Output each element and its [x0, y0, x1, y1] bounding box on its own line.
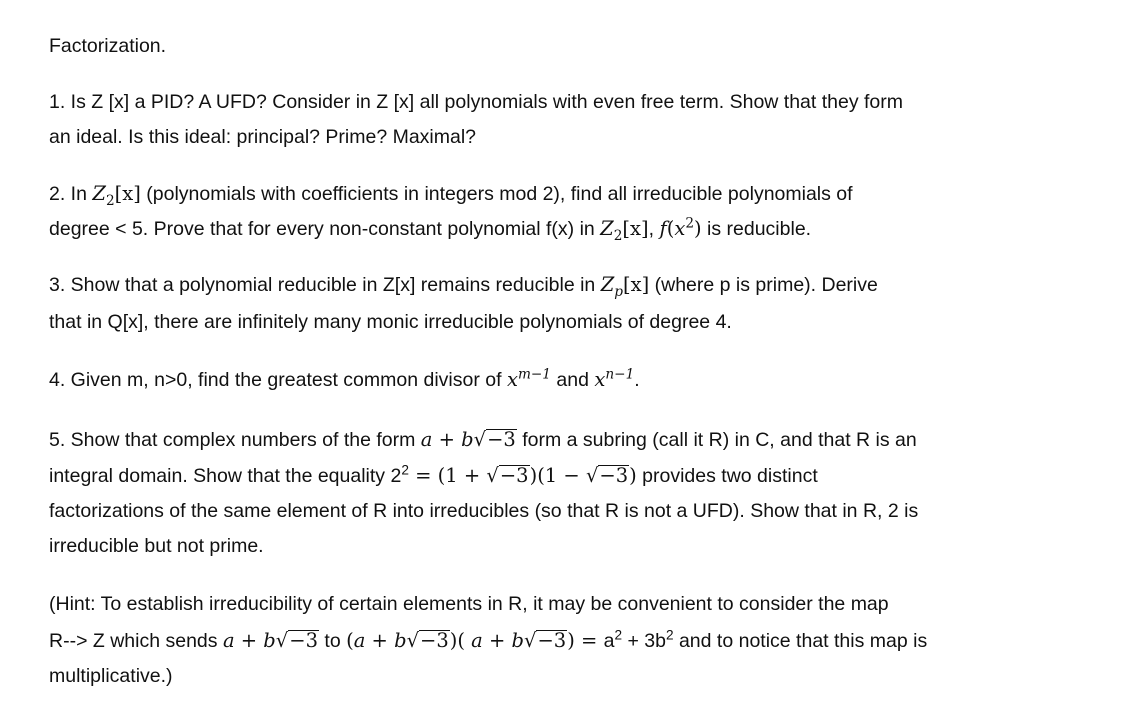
math-bracket-x: [x]	[114, 182, 141, 205]
text: integral domain. Show that the equality 2	[49, 465, 402, 487]
math-a-plus-b: a + b	[471, 629, 525, 652]
hint-line-1: (Hint: To establish irreducibility of certain elements in R, it may be convenient to consider the map	[49, 593, 889, 615]
math-exponent-m: m−1	[517, 366, 551, 383]
math-exponent-n: n−1	[605, 366, 635, 383]
radicand: −3	[289, 629, 318, 652]
radicand: −3	[499, 464, 529, 487]
problem-2-line-2	[49, 216, 811, 242]
factor-1-close: )	[529, 464, 538, 487]
text: (where p is prime). Derive	[649, 274, 878, 296]
math-sup-2: 2	[401, 462, 409, 478]
sqrt-sign: √	[406, 629, 419, 652]
math-x: x	[674, 217, 686, 240]
math-paren: )	[567, 629, 575, 652]
sqrt-sign: √	[486, 464, 499, 487]
factor-1-open: (1 +	[437, 464, 487, 487]
text: and to notice that this map is	[673, 630, 928, 652]
math-Z: Z	[92, 182, 106, 205]
factor-2-close: )	[629, 464, 637, 487]
text: is reducible.	[701, 218, 812, 240]
text: R--> Z which sends	[49, 630, 223, 652]
problem-1-line-1: 1. Is Z [x] a PID? A UFD? Consider in Z [x] all polynomials with even free term. Show that they form	[49, 91, 904, 113]
math-paren: )	[449, 629, 458, 652]
text-3b: + 3b	[622, 630, 666, 652]
math-sub-2: 2	[105, 192, 115, 209]
problem-2-line-1	[49, 181, 853, 207]
text: 5. Show that complex numbers of the form	[49, 429, 421, 451]
sqrt-sign: √	[275, 629, 289, 652]
text: ,	[648, 218, 660, 240]
factor-2-open: (1 −	[537, 464, 586, 487]
math-sup-2: 2	[665, 627, 674, 643]
text: .	[634, 369, 640, 391]
math-a-plus-b: a + b	[420, 428, 474, 451]
problem-3-line-1	[49, 272, 878, 298]
problem-1-line-2: an ideal. Is this ideal: principal? Prime? Maximal?	[49, 126, 477, 148]
text: 4. Given m, n>0, find the greatest common divisor of	[49, 369, 507, 391]
sqrt-sign: √	[473, 428, 487, 451]
math-Z: Z	[600, 273, 615, 296]
text: to	[318, 630, 347, 652]
problem-5-line-4: irreducible but not prime.	[49, 535, 264, 557]
hint-line-2	[49, 628, 927, 654]
text: 2. In	[49, 183, 93, 205]
math-x: x	[506, 368, 518, 391]
math-a-plus-b: a + b	[353, 629, 407, 652]
problem-4	[49, 367, 640, 393]
sqrt-sign: √	[585, 464, 599, 487]
math-f: f	[659, 217, 667, 240]
text: provides two distinct	[636, 465, 818, 487]
text: and	[550, 369, 595, 391]
sqrt-sign: √	[524, 629, 537, 652]
math-sup-2: 2	[685, 215, 694, 232]
math-x: x	[594, 368, 606, 391]
math-paren: (	[346, 629, 354, 652]
doc-title: Factorization.	[49, 35, 167, 57]
math-a-plus-b: a + b	[222, 629, 276, 652]
problem-3-line-2: that in Q[x], there are infinitely many monic irreducible polynomials of degree 4.	[49, 311, 732, 333]
math-equals: =	[408, 464, 438, 487]
math-bracket-x: [x]	[622, 217, 649, 240]
text: form a subring (call it R) in C, and that R is an	[516, 429, 917, 451]
math-sup-2: 2	[614, 627, 623, 643]
math-equals: =	[574, 629, 604, 652]
text: degree < 5. Prove that for every non-constant polynomial f(x) in	[49, 218, 601, 240]
math-paren: (	[666, 217, 675, 240]
math-Z: Z	[600, 217, 614, 240]
problem-5-line-2	[49, 463, 818, 489]
math-paren: (	[457, 629, 472, 652]
problem-5-line-3: factorizations of the same element of R into irreducibles (so that R is not a UFD). Show that in R, 2 is	[49, 500, 919, 522]
math-paren: )	[694, 217, 702, 240]
math-sub-2: 2	[613, 227, 623, 244]
math-bracket-x: [x]	[623, 273, 650, 296]
radicand: −3	[420, 629, 449, 652]
text: (polynomials with coefficients in integers mod 2), find all irreducible polynomials of	[140, 183, 853, 205]
hint-line-3: multiplicative.)	[49, 665, 173, 687]
radicand: −3	[599, 464, 629, 487]
text: 3. Show that a polynomial reducible in Z[x] remains reducible in	[49, 274, 601, 296]
radicand: −3	[537, 629, 567, 652]
text-a: a	[603, 630, 615, 652]
math-sub-p: p	[614, 283, 623, 300]
problem-5-line-1	[49, 427, 917, 453]
radicand: −3	[487, 428, 516, 451]
